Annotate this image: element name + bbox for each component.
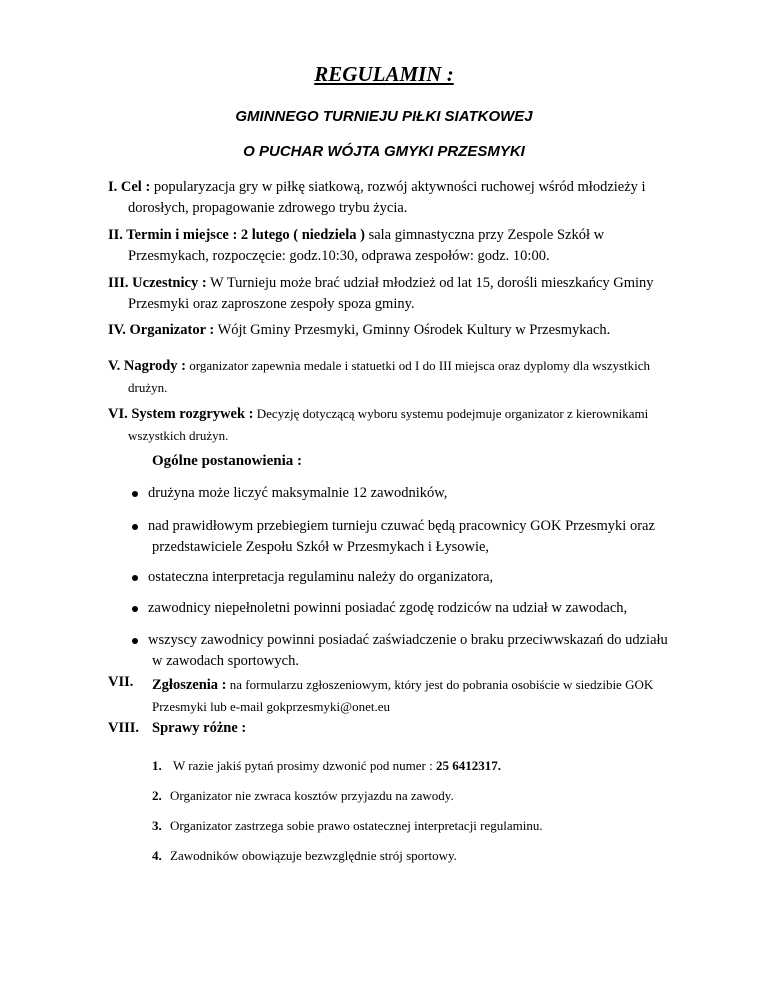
list-item-text: drużyna może liczyć maksymalnie 12 zawodników, — [148, 485, 448, 501]
item-text: Organizator nie zwraca kosztów przyjazdu na zawody. — [170, 788, 454, 803]
item-number: 3. — [152, 818, 162, 833]
bullet-icon — [132, 638, 138, 644]
phone-number: 25 6412317. — [435, 758, 501, 773]
subtitle-cup: O PUCHAR WÓJTA GMYKI PRZESMYKI — [243, 143, 525, 160]
section-number: VII. — [108, 674, 134, 690]
list-item-text-cont: przedstawiciele Zespołu Szkół w Przesmykach i Łysowie, — [152, 539, 490, 555]
item-number: 2. — [152, 788, 162, 803]
section-text-cont: Przesmykach, rozpoczęcie: godz.10:30, odprawa zespołów: godz. 10:00. — [128, 248, 550, 264]
section-label: VI. System rozgrywek : — [108, 406, 254, 422]
section-label: Zgłoszenia : — [152, 677, 227, 693]
section-text-cont: wszystkich drużyn. — [128, 428, 229, 443]
section-text: na formularzu zgłoszeniowym, który jest do pobrania osobiście w siedzibie GOK — [226, 677, 654, 692]
section-text-cont: dorosłych, propagowanie zdrowego trybu życia. — [128, 200, 408, 216]
list-item — [148, 483, 728, 504]
section-text: organizator zapewnia medale i statuetki od I do III miejsca oraz dyplomy dla wszystkich — [186, 358, 651, 373]
subtitle-tournament: GMINNEGO TURNIEJU PIŁKI SIATKOWEJ — [235, 108, 533, 125]
section-text: sala gimnastyczna przy Zespole Szkół w — [364, 227, 605, 243]
list-item-text: nad prawidłowym przebiegiem turnieju czuwać będą pracownicy GOK Przesmyki oraz — [148, 518, 655, 534]
section-text: W Turnieju może brać udział młodzież od lat 15, dorośli mieszkańcy Gminy — [206, 275, 654, 291]
list-item-text: ostateczna interpretacja regulaminu należy do organizatora, — [148, 569, 494, 585]
section-label: I. Cel : — [108, 179, 151, 195]
section-label: V. Nagrody : — [108, 358, 187, 374]
section-text: Decyzję dotyczącą wyboru systemu podejmuje organizator z kierownikami — [253, 406, 649, 421]
list-item-text: wszyscy zawodnicy powinni posiadać zaświadczenie o braku przeciwwskazań do udziału — [148, 632, 668, 648]
bullet-icon — [132, 575, 138, 581]
section-text: popularyzacja gry w piłkę siatkową, rozwój aktywności ruchowej wśród młodzieży i — [150, 179, 646, 195]
section-label: IV. Organizator : — [108, 322, 215, 338]
section-text-cont: Przesmyki oraz zaproszone zespoły spoza gminy. — [128, 296, 415, 312]
section-goal — [108, 177, 718, 219]
list-item — [148, 598, 728, 619]
list-item — [148, 516, 728, 558]
list-item — [148, 630, 728, 672]
page-title: REGULAMIN : — [314, 62, 454, 86]
item-text: W razie jakiś pytań prosimy dzwonić pod numer : — [170, 758, 436, 773]
general-provisions-heading: Ogólne postanowienia : — [152, 453, 303, 469]
item-text: Organizator zastrzega sobie prawo ostatecznej interpretacji regulaminu. — [170, 818, 543, 833]
section-applications — [152, 674, 732, 718]
bullet-icon — [132, 491, 138, 497]
section-text-cont: drużyn. — [128, 380, 168, 395]
bullet-icon — [132, 524, 138, 530]
section-label: III. Uczestnicy : — [108, 275, 207, 291]
list-item-text-cont: w zawodach sportowych. — [152, 653, 299, 669]
list-item — [148, 567, 728, 588]
numbered-item — [152, 787, 454, 805]
section-number: VIII. — [108, 720, 140, 736]
bullet-icon — [132, 606, 138, 612]
section-label: II. Termin i miejsce : 2 lutego ( niedziela ) — [108, 227, 365, 243]
numbered-item — [152, 757, 501, 775]
numbered-item — [152, 817, 543, 835]
section-prizes — [108, 355, 718, 398]
section-participants — [108, 273, 718, 315]
section-game-system — [108, 403, 718, 446]
section-text-cont: Przesmyki lub e-mail gokprzesmyki@onet.eu — [152, 699, 390, 714]
item-number: 1. — [152, 758, 162, 773]
section-text: Wójt Gminy Przesmyki, Gminny Ośrodek Kultury w Przesmykach. — [214, 322, 611, 338]
item-text: Zawodników obowiązuje bezwzględnie strój sportowy. — [170, 848, 457, 863]
section-date-place — [108, 225, 718, 267]
list-item-text: zawodnicy niepełnoletni powinni posiadać zgodę rodziców na udział w zawodach, — [148, 600, 628, 616]
item-number: 4. — [152, 848, 162, 863]
numbered-item — [152, 847, 457, 865]
section-organizer — [108, 320, 718, 341]
section-misc-heading: Sprawy różne : — [152, 720, 247, 736]
